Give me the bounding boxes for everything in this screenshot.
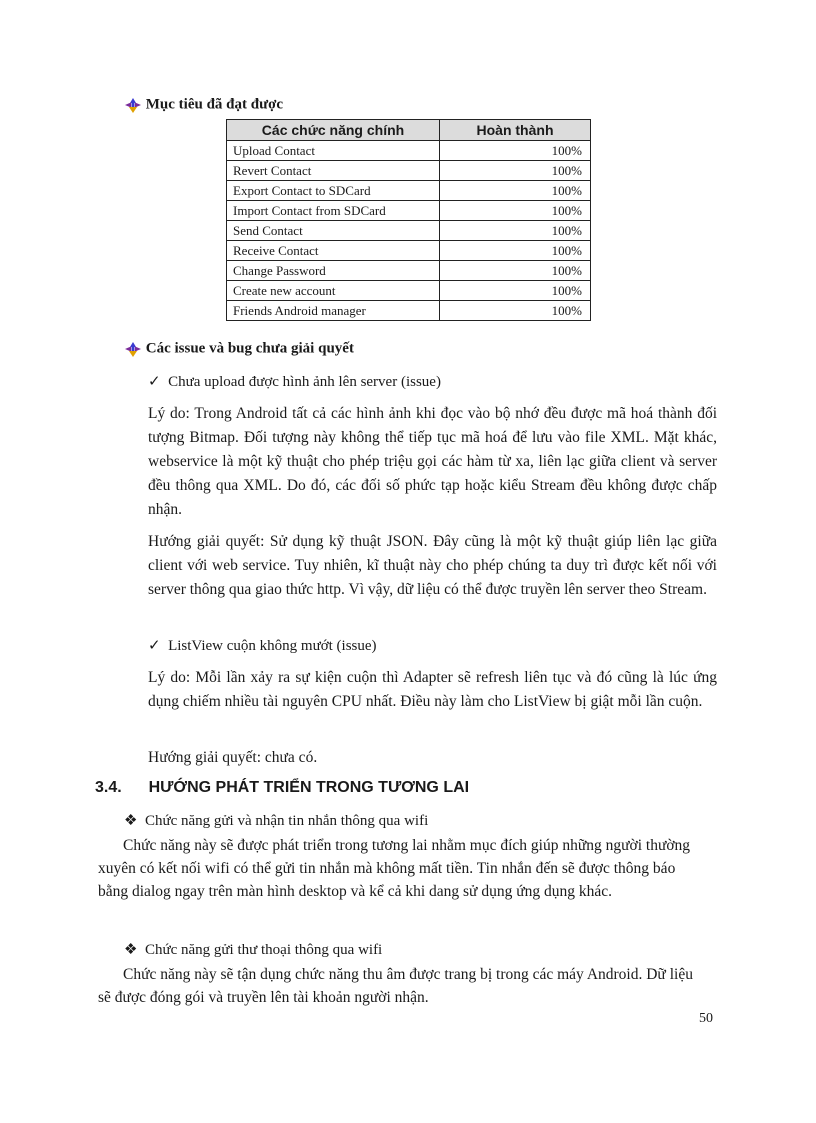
issue-1-reason: Lý do: Trong Android tất cả các hình ảnh khi đọc vào bộ nhớ đều được mã hoá thành đối tượng Bitmap. Đối tượng này không thể tiếp tục mã hoá để lưu vào file XML. Mặt khác, webservice là một kỹ thuật cho phép triệu gọi các hàm từ xa, liên lạc giữa client và server đều thông qua XML. Do đó, các đối số phức tạp hoặc kiểu Stream đều không được chấp nhận. [148, 405, 717, 518]
checkmark-icon: ✓ [148, 638, 161, 654]
table-row [227, 281, 591, 301]
table-cell: Revert Contact [227, 161, 440, 181]
future-item-1 [124, 811, 428, 830]
arrow-bullet-icon [124, 96, 142, 114]
table-cell: Receive Contact [227, 241, 440, 261]
issues-heading [124, 340, 354, 358]
future-item-2 [124, 940, 382, 959]
table-cell: 100% [440, 181, 591, 201]
issue-2-reason: Lý do: Mỗi lần xảy ra sự kiện cuộn thì Adapter sẽ refresh liên tục và đó cũng là lúc ứng dụng chiếm nhiều tài nguyên CPU nhất. Điều này làm cho ListView bị giật mỗi lần cuộn. [148, 669, 717, 710]
table-cell: 100% [440, 161, 591, 181]
checkmark-icon: ✓ [148, 374, 161, 390]
goals-heading [124, 96, 283, 114]
future-item-2-body: Chức năng này sẽ tận dụng chức năng thu âm được trang bị trong các máy Android. Dữ liệu sẽ được đóng gói và truyền lên tài khoản người nhận. [98, 966, 693, 1006]
table-cell: Send Contact [227, 221, 440, 241]
issues-heading-text: Các issue và bug chưa giải quyết [145, 340, 354, 357]
issue-title: Chưa upload được hình ảnh lên server (issue) [168, 374, 441, 390]
table-cell: 100% [440, 201, 591, 221]
table-cell: 100% [440, 221, 591, 241]
table-cell: Friends Android manager [227, 301, 440, 321]
table-cell: Create new account [227, 281, 440, 301]
table-row [227, 181, 591, 201]
table-row [227, 221, 591, 241]
issue-item-1 [148, 372, 441, 391]
table-header: Các chức năng chính [227, 120, 440, 141]
table-header: Hoàn thành [440, 120, 591, 141]
section-number: 3.4. [95, 779, 122, 796]
table-row [227, 161, 591, 181]
table-row [227, 201, 591, 221]
table-cell: Export Contact to SDCard [227, 181, 440, 201]
future-item-1-body: Chức năng này sẽ được phát triển trong tương lai nhằm mục đích giúp những người thường xuyên có kết nối wifi có thể gửi tin nhắn mà không mất tiền. Tin nhắn đến sẽ được thông báo bằng dialog ngay trên màn hình desktop và kể cả khi dang sử dụng ứng dụng khác. [98, 837, 691, 900]
future-item-title: Chức năng gửi và nhận tin nhắn thông qua wifi [144, 813, 429, 829]
future-item-title: Chức năng gửi thư thoại thông qua wifi [144, 942, 383, 958]
table-cell: Import Contact from SDCard [227, 201, 440, 221]
table-row [227, 241, 591, 261]
arrow-bullet-icon [124, 340, 142, 358]
table-row [227, 141, 591, 161]
table-cell: 100% [440, 141, 591, 161]
section-heading [95, 779, 469, 797]
issue-item-2 [148, 636, 377, 655]
issue-title: ListView cuộn không mướt (issue) [168, 638, 377, 654]
diamond-bullet-icon: ❖ [124, 942, 138, 958]
table-cell: Change Password [227, 261, 440, 281]
table-cell: 100% [440, 281, 591, 301]
table-row [227, 261, 591, 281]
table-cell: 100% [440, 301, 591, 321]
section-title: HƯỚNG PHÁT TRIỂN TRONG TƯƠNG LAI [148, 779, 470, 796]
goals-heading-text: Mục tiêu đã đạt được [145, 96, 284, 113]
diamond-bullet-icon: ❖ [124, 813, 138, 829]
table-cell: 100% [440, 241, 591, 261]
issue-2-solution: Hướng giải quyết: chưa có. [148, 749, 318, 766]
page-number: 50 [699, 1011, 713, 1026]
table-cell: 100% [440, 261, 591, 281]
issue-1-solution: Hướng giải quyết: Sử dụng kỹ thuật JSON. Đây cũng là một kỹ thuật giúp liên lạc giữa client với web service. Tuy nhiên, kĩ thuật này cho phép chúng ta duy trì được kết nối với server thông qua giao thức http. Vì vậy, dữ liệu có thể được truyền lên server theo Stream. [148, 533, 717, 598]
table-cell: Upload Contact [227, 141, 440, 161]
goals-table [226, 119, 591, 321]
table-row [227, 301, 591, 321]
